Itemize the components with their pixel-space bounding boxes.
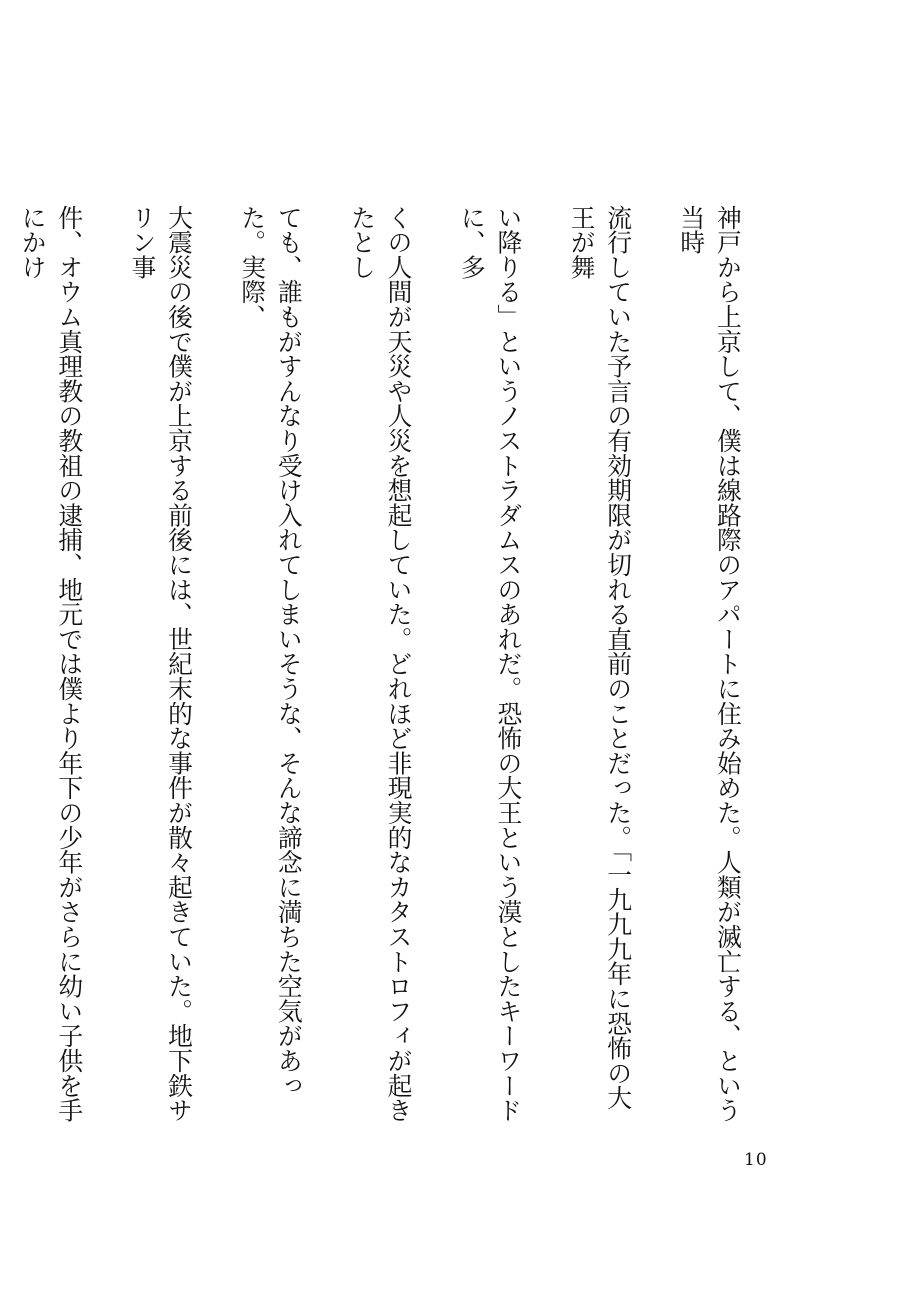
paragraph-1	[0, 205, 782, 1125]
line: 大震災の後で僕が上京する前後には、世紀末的な事件が散々起きていた。地下鉄サリン事	[127, 205, 194, 1123]
line: ても、誰もがすんなり受け入れてしまいそうな、そんな諦念に満ちた空気があった。実際、	[237, 205, 304, 1098]
line: 神戸から上京して、僕は線路際のアパートに住み始めた。人類が滅亡する、という当時	[676, 205, 743, 1123]
page-number: 10	[744, 1150, 768, 1170]
line: 流行していた予言の有効期限が切れる直前のことだった。「一九九九年に恐怖の大王が舞	[567, 205, 633, 1111]
line: くの人間が天災や人災を想起していた。どれほど非現実的なカタストロフィが起きたとし	[347, 205, 414, 1123]
vertical-text-body	[18, 205, 782, 1125]
line: 件、オウム真理教の教祖の逮捕、地元では僕より年下の少年がさらに幼い子供を手にかけ	[18, 205, 84, 1123]
line: い降りる」というノストラダムスのあれだ。恐怖の大王という漠としたキーワードに、多	[457, 205, 523, 1123]
